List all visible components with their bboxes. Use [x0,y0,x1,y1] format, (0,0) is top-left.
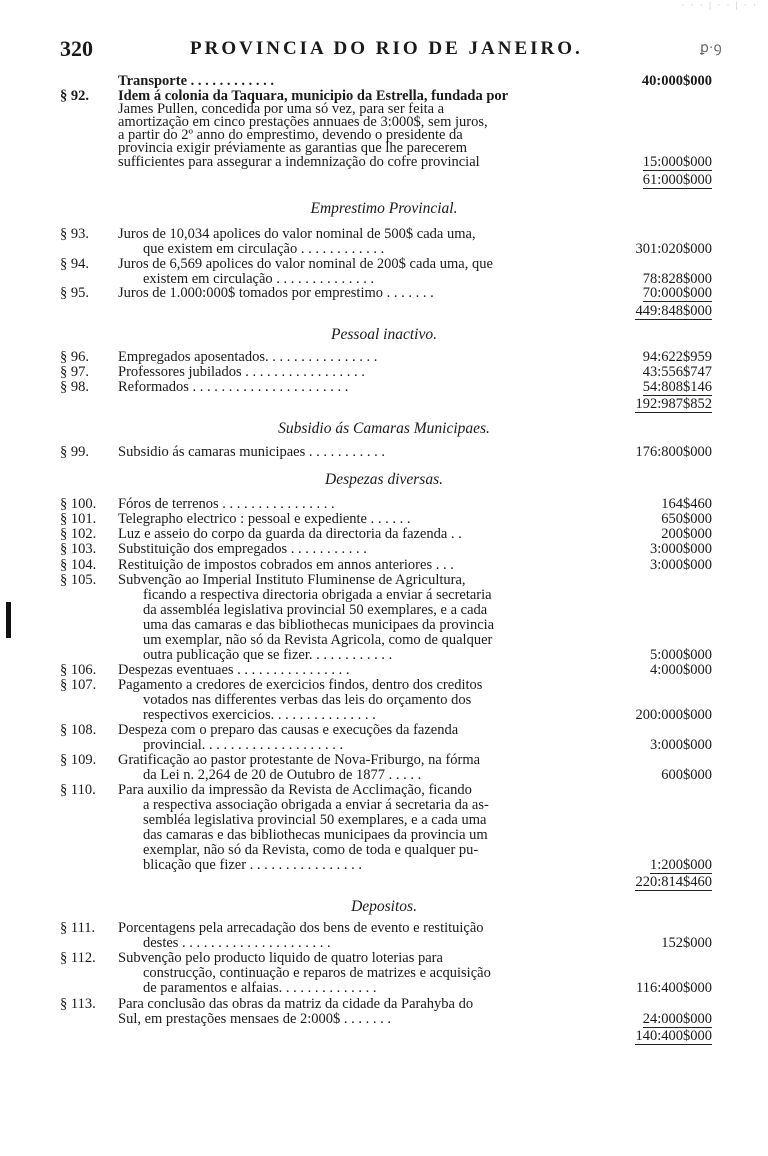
line-text: de paramentos e alfaias. . . . . . . . . . . . . . [143,980,377,996]
amount: 3:000$000 [649,557,712,573]
amount: 116:400$000 [636,980,712,996]
budget-line [0,632,768,648]
line-text: Juros de 10,034 apolices do valor nominal de 500$ cada uma, [118,226,476,242]
section-number: § 108. [60,722,97,738]
section-number: § 112. [60,950,96,966]
section-number: § 102. [60,526,97,542]
budget-line [0,541,768,557]
amount: 140:400$000 [635,1028,712,1044]
section-number: § 109. [60,752,97,768]
section-heading: Despezas diversas. [325,471,443,488]
budget-line [0,511,768,527]
budget-line [0,980,768,996]
section-number: § 105. [60,572,97,588]
section-number: § 96. [60,349,89,365]
budget-line [0,782,768,798]
section-number: § 104. [60,557,97,573]
line-text: a respectiva associação obrigada a enviar á secretaria da as- [143,797,489,813]
section-number: § 106. [60,662,97,678]
amount: 78:828$000 [642,271,712,287]
amount: 164$460 [661,496,712,512]
line-text: uma das camaras e das bibliothecas municipaes da provincia [143,617,495,633]
amount: 3:000$000 [649,737,712,753]
corner-mark: ꝑ·ꝯ [700,41,722,56]
budget-line [0,857,768,873]
amount: 24:000$000 [642,1011,712,1027]
line-text: da Lei n. 2,264 de 20 de Outubro de 1877 . . . . . [143,767,422,783]
budget-line [0,526,768,542]
line-text: exemplar, não só da Revista, como de toda e qualquer pu- [143,842,479,858]
budget-line [0,752,768,768]
section-heading: Pessoal inactivo. [331,326,437,343]
budget-line [0,602,768,618]
line-text: construcção, continuação e reparos de matrizes e acquisição [143,965,491,981]
budget-line [0,996,768,1012]
budget-line [0,842,768,858]
running-title: PROVINCIA DO RIO DE JANEIRO. [190,38,583,59]
line-text: provincia exigir préviamente as garantias que lhe parecerem [118,140,468,156]
line-text: Porcentagens pela arrecadação dos bens de evento e restituição [118,920,484,936]
line-text: Restituição de impostos cobrados em annos anteriores . . . [118,557,454,573]
section-number: § 98. [60,379,89,395]
amount: 200$000 [661,526,712,542]
budget-line [0,767,768,783]
line-text: Reformados . . . . . . . . . . . . . . . . . . . . . . [118,379,349,395]
amount: 600$000 [661,767,712,783]
line-text: existem em circulação . . . . . . . . . . . . . . [143,271,375,287]
section-number: § 111. [60,920,96,936]
budget-line [0,444,768,460]
budget-line [0,557,768,573]
section-number: § 110. [60,782,96,798]
amount: 4:000$000 [649,662,712,678]
amount: 43:556$747 [642,364,712,380]
line-text: Subsidio ás camaras municipaes . . . . . . . . . . . [118,444,385,460]
line-text: Sul, em prestações mensaes de 2:000$ . . . . . . . [118,1011,392,1027]
amount: 61:000$000 [642,172,712,188]
budget-line [0,874,768,890]
section-heading: Depositos. [351,898,417,915]
amount: 15:000$000 [642,154,712,170]
budget-line [0,647,768,663]
section-number: § 93. [60,226,89,242]
budget-line [0,396,768,412]
line-text: Pagamento a credores de exercicios findos, dentro dos creditos [118,677,483,693]
line-text: Juros de 6,569 apolices do valor nominal de 200$ cada uma, que [118,256,493,272]
budget-line [0,73,768,89]
amount: 40:000$000 [641,73,712,89]
budget-line [0,677,768,693]
line-text: Subvenção pelo producto liquido de quatro loterias para [118,950,443,966]
budget-line [0,707,768,723]
line-text: Transporte . . . . . . . . . . . . [118,73,275,89]
budget-line [0,364,768,380]
line-text: Fóros de terrenos . . . . . . . . . . . . . . . . [118,496,335,512]
line-text: destes . . . . . . . . . . . . . . . . . . . . . [143,935,331,951]
section-heading: Emprestimo Provincial. [310,200,458,217]
section-number: § 95. [60,285,89,301]
line-text: votados nas differentes verbas das leis do orçamento dos [143,692,472,708]
amount: 301:020$000 [635,241,712,257]
budget-line [0,617,768,633]
budget-line [0,572,768,588]
line-text: que existem em circulação . . . . . . . . . . . . [143,241,385,257]
section-number: § 100. [60,496,97,512]
amount: 94:622$959 [642,349,712,365]
amount: 176:800$000 [635,444,712,460]
line-text: ficando a respectiva directoria obrigada a enviar á secretaria [143,587,492,603]
budget-line [0,797,768,813]
section-number: § 97. [60,364,89,380]
line-text: Idem á colonia da Taquara, municipio da Estrella, fundada por [118,88,509,104]
budget-line [0,587,768,603]
line-text: Empregados aposentados. . . . . . . . . . . . . . . . [118,349,378,365]
line-text: da assembléa legislativa provincial 50 exemplares, e a cada [143,602,488,618]
line-text: Despeza com o preparo das causas e execuções da fazenda [118,722,459,738]
line-text: respectivos exercicios. . . . . . . . . . . . . . . [143,707,376,723]
line-text: provincial. . . . . . . . . . . . . . . . . . . . [143,737,344,753]
line-text: Despezas eventuaes . . . . . . . . . . . . . . . . [118,662,350,678]
line-text: sembléa legislativa provincial 50 exemplares, e a cada uma [143,812,487,828]
section-number: § 94. [60,256,89,272]
line-text: Substituição dos empregados . . . . . . . . . . . [118,541,367,557]
section-number: § 113. [60,996,96,1012]
budget-line [0,1011,768,1027]
line-text: Para conclusão das obras da matriz da cidade da Parahyba do [118,996,474,1012]
budget-line [0,935,768,951]
line-text: sufficientes para assegurar a indemnização do cofre provincial [118,154,480,170]
page-number: 320 [60,36,93,61]
budget-line [0,241,768,257]
line-text: blicação que fizer . . . . . . . . . . . . . . . . [143,857,363,873]
section-number: § 101. [60,511,97,527]
section-number: § 99. [60,444,89,460]
budget-line [0,827,768,843]
amount: 449:848$000 [635,303,712,319]
line-text: Juros de 1.000:000$ tomados por emprestimo . . . . . . . [118,285,434,301]
line-text: Professores jubilados . . . . . . . . . . . . . . . . . [118,364,365,380]
faint-mark: · · · | · · | · · [681,0,758,10]
budget-line [0,154,768,170]
section-number: § 107. [60,677,97,693]
amount: 5:000$000 [649,647,712,663]
amount: 3:000$000 [649,541,712,557]
budget-line [0,950,768,966]
amount: 70:000$000 [642,285,712,301]
section-number: § 103. [60,541,97,557]
amount: 220:814$460 [635,874,712,890]
budget-line [0,692,768,708]
budget-line [0,722,768,738]
line-text: a partir do 2º anno do emprestimo, devendo o presidente da [118,127,463,143]
amount: 152$000 [661,935,712,951]
line-text: Gratificação ao pastor protestante de Nova-Friburgo, na fórma [118,752,481,768]
budget-line [0,256,768,272]
section-number: § 92. [60,88,89,104]
budget-line [0,662,768,678]
budget-line [0,226,768,242]
line-text: James Pullen, concedida por uma só vez, para ser feita a [118,101,445,117]
budget-line [0,303,768,319]
budget-line [0,812,768,828]
amount: 200:000$000 [635,707,712,723]
budget-line [0,965,768,981]
budget-line [0,379,768,395]
line-text: Subvenção ao Imperial Instituto Fluminense de Agricultura, [118,572,466,588]
line-text: outra publicação que se fizer. . . . . . . . . . . . [143,647,393,663]
budget-line [0,172,768,188]
line-text: Para auxilio da impressão da Revista de Acclimação, ficando [118,782,472,798]
page-header [60,36,720,62]
line-text: Luz e asseio do corpo da guarda da directoria da fazenda . . [118,526,462,542]
budget-line [0,1028,768,1044]
amount: 650$000 [661,511,712,527]
budget-line [0,285,768,301]
amount: 192:987$852 [635,396,712,412]
line-text: amortização em cinco prestações annuaes de 3:000$, sem juros, [118,114,488,130]
amount: 1:200$000 [649,857,712,873]
budget-line [0,737,768,753]
budget-line [0,496,768,512]
line-text: Telegrapho electrico : pessoal e expediente . . . . . . [118,511,411,527]
budget-line [0,920,768,936]
section-heading: Subsidio ás Camaras Municipaes. [278,420,490,437]
budget-line [0,349,768,365]
line-text: das camaras e das bibliothecas municipaes da provincia um [143,827,488,843]
amount: 54:808$146 [642,379,712,395]
line-text: um exemplar, não só da Revista Agricola, como de qualquer [143,632,493,648]
